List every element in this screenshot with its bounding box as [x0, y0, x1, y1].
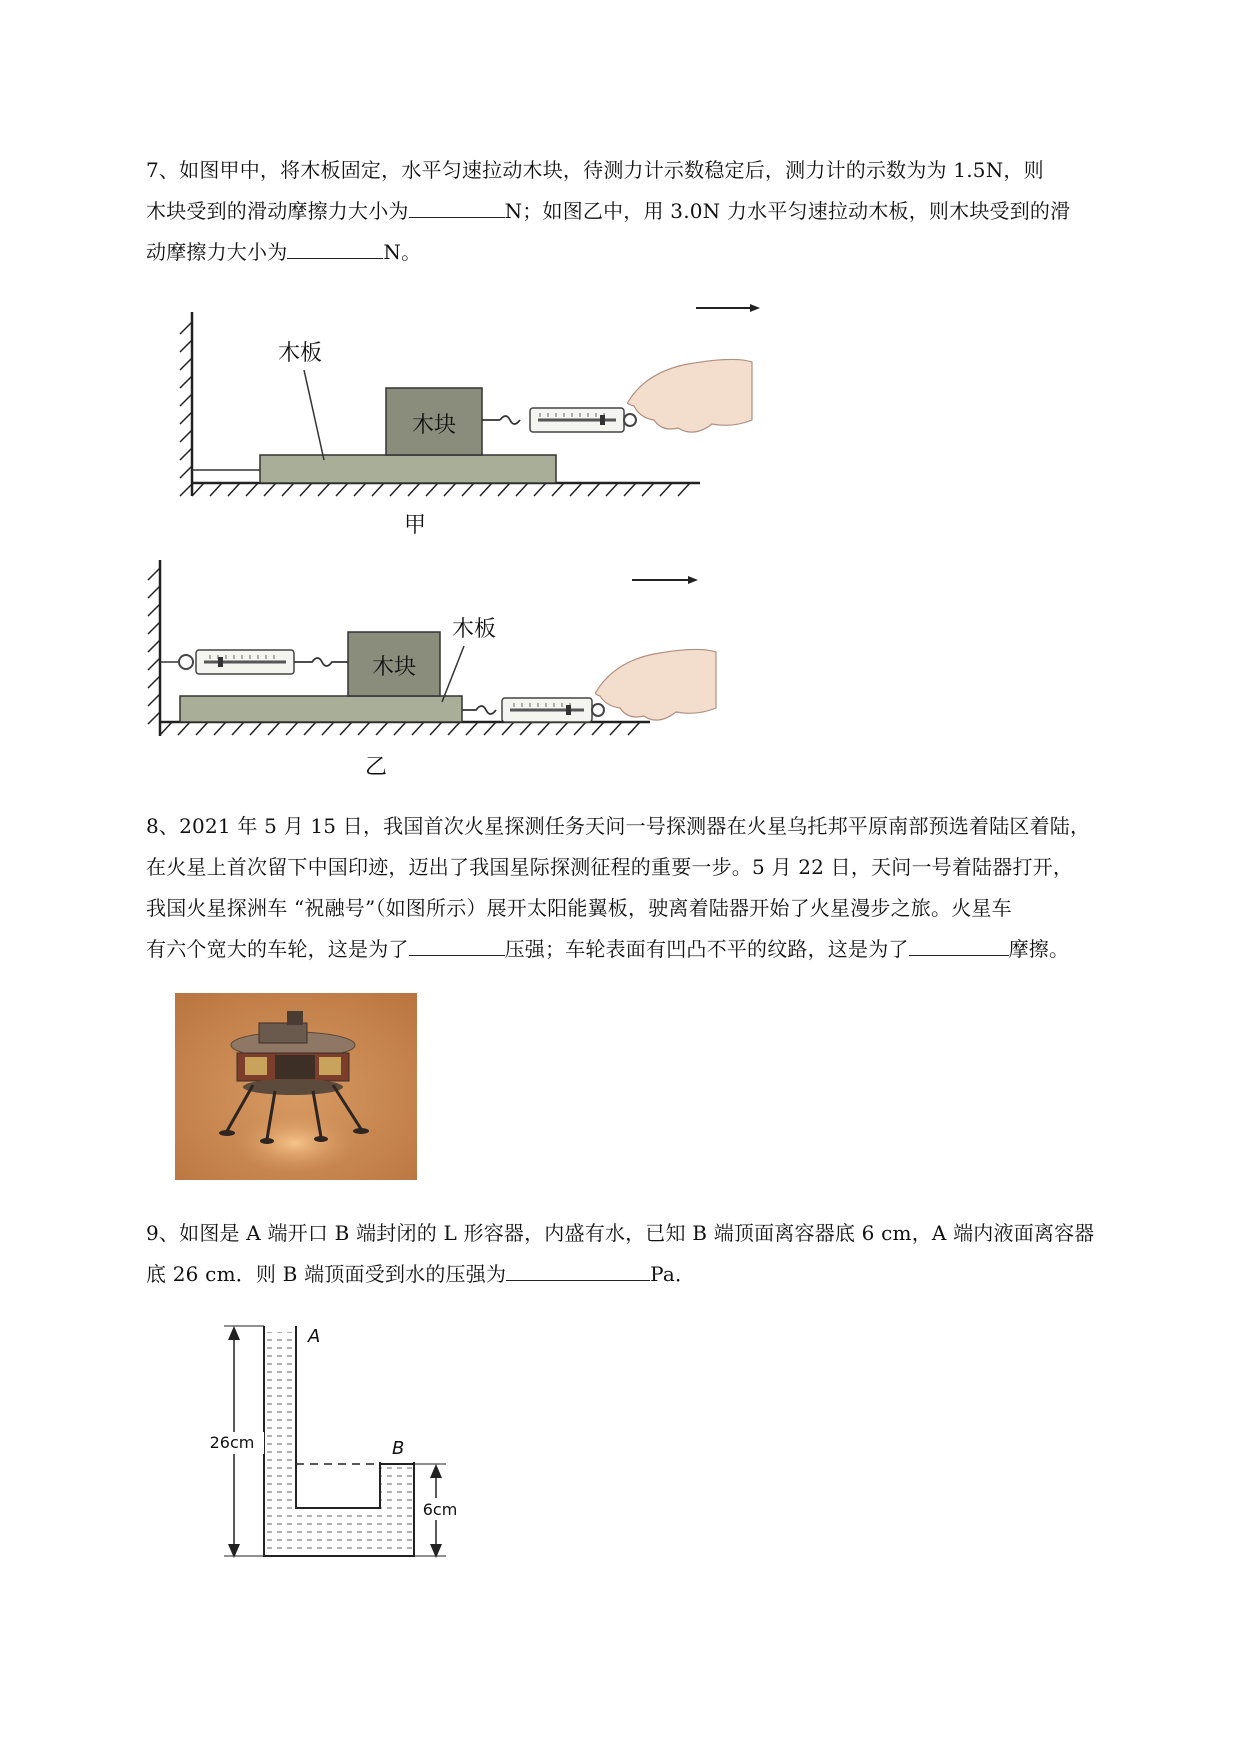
hand-illustration [628, 359, 752, 432]
board-leader-line [442, 646, 464, 702]
q7-answer-blank-1[interactable] [409, 193, 505, 218]
wooden-board [260, 455, 556, 483]
mars-lander-photo [175, 993, 417, 1180]
wall-hatching [180, 322, 192, 496]
ground-hatching [160, 722, 640, 735]
question-8 [146, 806, 1146, 970]
board-hook [462, 706, 496, 714]
q8-line-3: 我国火星探洲车 “祝融号”（如图所示）展开太阳能翼板，驶离着陆器开始了火星漫步之旅。火星车 [146, 896, 1012, 920]
engine-glow [235, 1113, 355, 1173]
q7-line-2: 木块受到的滑动摩擦力大小为 N；如图乙中，用 3.0N 力水平匀速拉动木板，则木块受到的滑 [146, 191, 1146, 232]
label-b: B [392, 1438, 405, 1459]
q9-answer-blank[interactable] [506, 1256, 650, 1281]
q8-line-4: 有六个宽大的车轮，这是为了 压强；车轮表面有凹凸不平的纹路，这是为了 摩擦。 [146, 929, 1146, 970]
pulling-spring-scale [502, 698, 604, 722]
hand-illustration [596, 649, 717, 720]
q8-line-2: 在火星上首次留下中国印迹，迈出了我国星际探测征程的重要一步。5 月 22 日，天问一号着陆器打开， [146, 855, 1074, 879]
spring-scale [530, 408, 636, 432]
q9-line-1: 9、如图是 A 端开口 B 端封闭的 L 形容器，内盛有水，已知 B 端顶面离容器底 6 cm，A 端内液面离容器 [146, 1221, 1095, 1245]
q7-answer-blank-2[interactable] [287, 234, 383, 259]
q8-answer-blank-2[interactable] [909, 931, 1009, 956]
label-a: A [308, 1326, 321, 1347]
question-9 [146, 1213, 1146, 1295]
label-26cm: 26cm [209, 1433, 255, 1452]
block-label: 木块 [371, 655, 417, 680]
l-container-figure [196, 1320, 476, 1570]
figure-caption-yi: 乙 [364, 755, 388, 780]
block-label: 木块 [411, 413, 457, 438]
label-6cm: 6cm [422, 1500, 458, 1519]
hook [482, 416, 520, 424]
container-inner-wall [296, 1326, 380, 1508]
q7-line-3: 动摩擦力大小为 N。 [146, 232, 1146, 273]
board-label: 木板 [277, 341, 323, 366]
ground-hatching [192, 483, 690, 496]
q8-answer-blank-1[interactable] [409, 931, 505, 956]
wooden-board [180, 696, 462, 722]
figure-jia [170, 300, 790, 540]
figure-yi [136, 552, 756, 782]
figure-caption-jia: 甲 [403, 513, 427, 538]
wall-hatching [148, 568, 160, 724]
q8-line-1: 8、2021 年 5 月 15 日，我国首次火星探测任务天问一号探测器在火星乌托邦平原南部预选着陆区着陆， [146, 814, 1091, 838]
q9-line-2: 底 26 cm．则 B 端顶面受到水的压强为 Pa． [146, 1254, 1146, 1295]
hook [294, 658, 348, 666]
fixed-spring-scale [179, 650, 294, 674]
board-leader-line [304, 370, 324, 460]
q7-line-1: 7、如图甲中，将木板固定，水平匀速拉动木块，待测力计示数稳定后，测力计的示数为为 1.5N，则 [146, 158, 1044, 182]
pull-direction-arrow [696, 304, 760, 312]
board-label: 木板 [451, 617, 497, 642]
question-7 [146, 150, 1146, 273]
pull-direction-arrow [632, 576, 698, 584]
